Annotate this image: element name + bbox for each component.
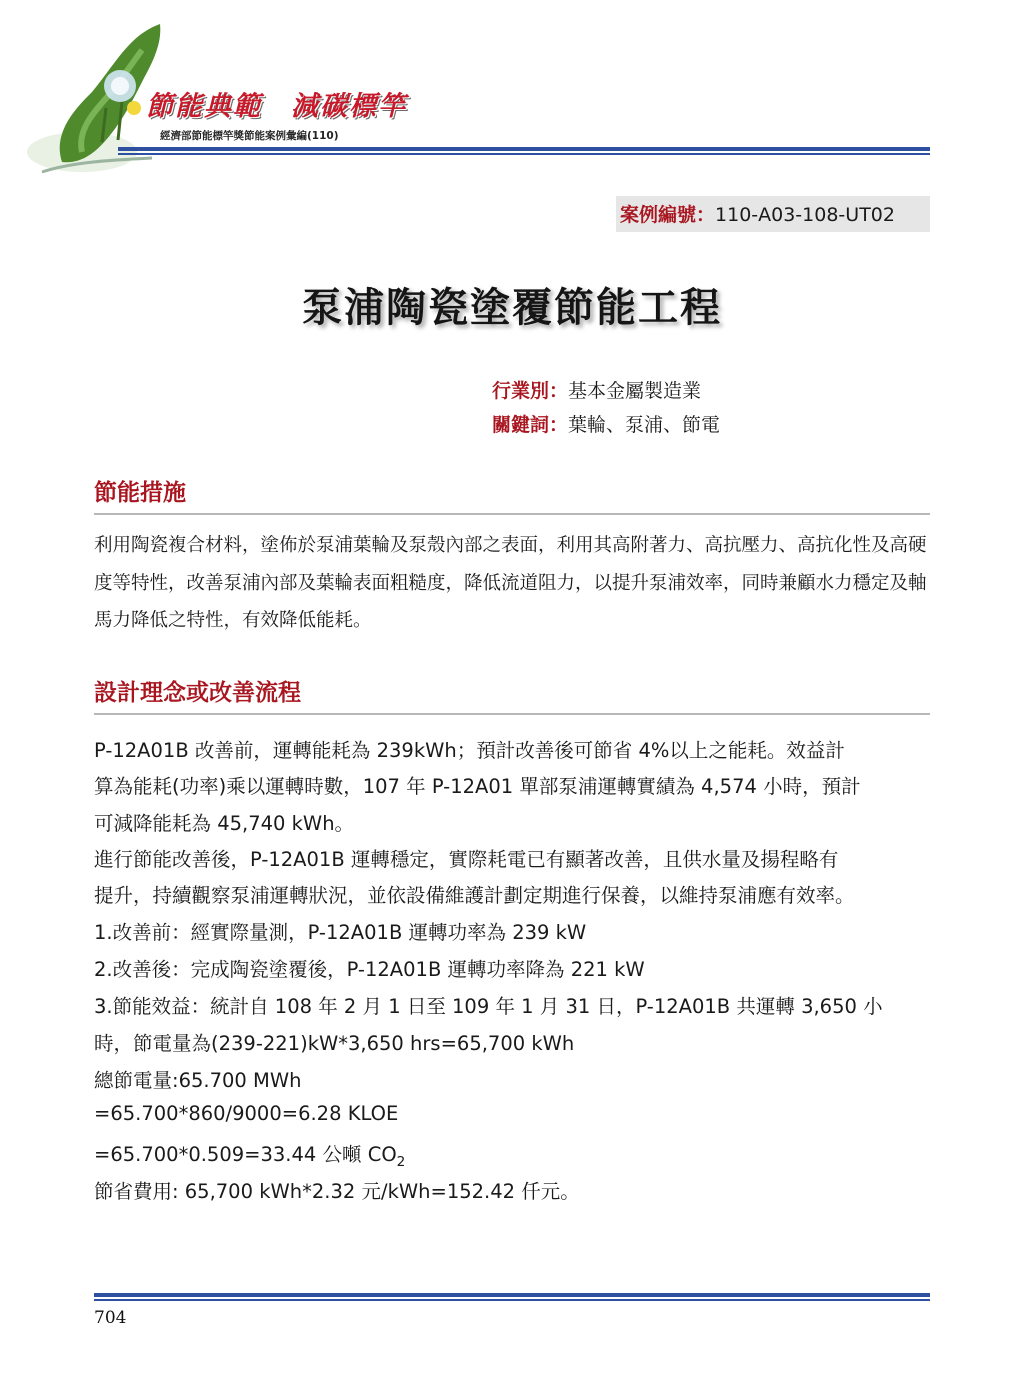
header-rule <box>118 147 930 156</box>
design-line: =65.700*860/9000=6.28 KLOE <box>94 1102 399 1125</box>
design-line: 3.節能效益：統計自 108 年 2 月 1 日至 109 年 1 月 31 日，P-12A01B 共運轉 3,650 小 <box>94 995 883 1018</box>
keywords-label: 關鍵詞： <box>492 414 569 436</box>
design-line: 進行節能改善後，P-12A01B 運轉穩定，實際耗電已有顯著改善，且供水量及揚程略有 <box>94 848 839 871</box>
design-line-co2 <box>94 1139 405 1170</box>
design-line: 節省費用: 65,700 kWh*2.32 元/kWh=152.42 仟元。 <box>94 1180 580 1203</box>
co2-line-text: =65.700*0.509=33.44 公噸 CO <box>94 1143 397 1166</box>
design-line: 總節電量:65.700 MWh <box>94 1069 302 1092</box>
page-title: 泵浦陶瓷塗覆節能工程 <box>302 285 722 331</box>
co2-subscript: 2 <box>396 1153 406 1170</box>
section-heading-measures: 節能措施 <box>94 474 930 515</box>
industry-value: 基本金屬製造業 <box>568 380 702 402</box>
keywords-value: 葉輪、泵浦、節電 <box>568 414 721 436</box>
industry-label: 行業別： <box>492 380 569 402</box>
design-line: 2.改善後：完成陶瓷塗覆後，P-12A01B 運轉功率降為 221 kW <box>94 958 645 981</box>
design-line: 提升，持續觀察泵浦運轉狀況，並依設備維護計劃定期進行保養，以維持泵浦應有效率。 <box>94 884 855 907</box>
design-line: 時，節電量為(239-221)kW*3,650 hrs=65,700 kWh <box>94 1032 575 1055</box>
section-heading-design: 設計理念或改善流程 <box>94 674 930 715</box>
keywords-row <box>492 410 720 437</box>
design-line: 1.改善前：經實際量測，P-12A01B 運轉功率為 239 kW <box>94 921 587 944</box>
design-line: P-12A01B 改善前，運轉能耗為 239kWh；預計改善後可節省 4%以上之能耗。效益計 <box>94 739 845 762</box>
design-line: 可減降能耗為 45,740 kWh。 <box>94 812 355 835</box>
case-number-value: 110-A03-108-UT02 <box>715 204 895 226</box>
banner-subtitle: 經濟部節能標竿獎節能案例彙編(110) <box>160 130 339 142</box>
page-number: 704 <box>94 1308 127 1328</box>
case-number-label: 案例編號： <box>620 204 716 226</box>
case-number-box <box>616 196 930 232</box>
footer-rule <box>94 1293 930 1301</box>
banner-title: 節能典範 減碳標竿 <box>146 91 407 122</box>
design-line: 算為能耗(功率)乘以運轉時數，107 年 P-12A01 單部泵浦運轉實績為 4,574 小時，預計 <box>94 775 861 798</box>
section-text-measures: 利用陶瓷複合材料，塗佈於泵浦葉輪及泵殼內部之表面，利用其高附著力、高抗壓力、高抗化性及高硬度等特性，改善泵浦內部及葉輪表面粗糙度，降低流道阻力，以提升泵浦效率，同時兼顧水力穩定及軸馬力降低之特性，有效降低能耗。 <box>94 535 927 631</box>
industry-row <box>492 376 701 403</box>
